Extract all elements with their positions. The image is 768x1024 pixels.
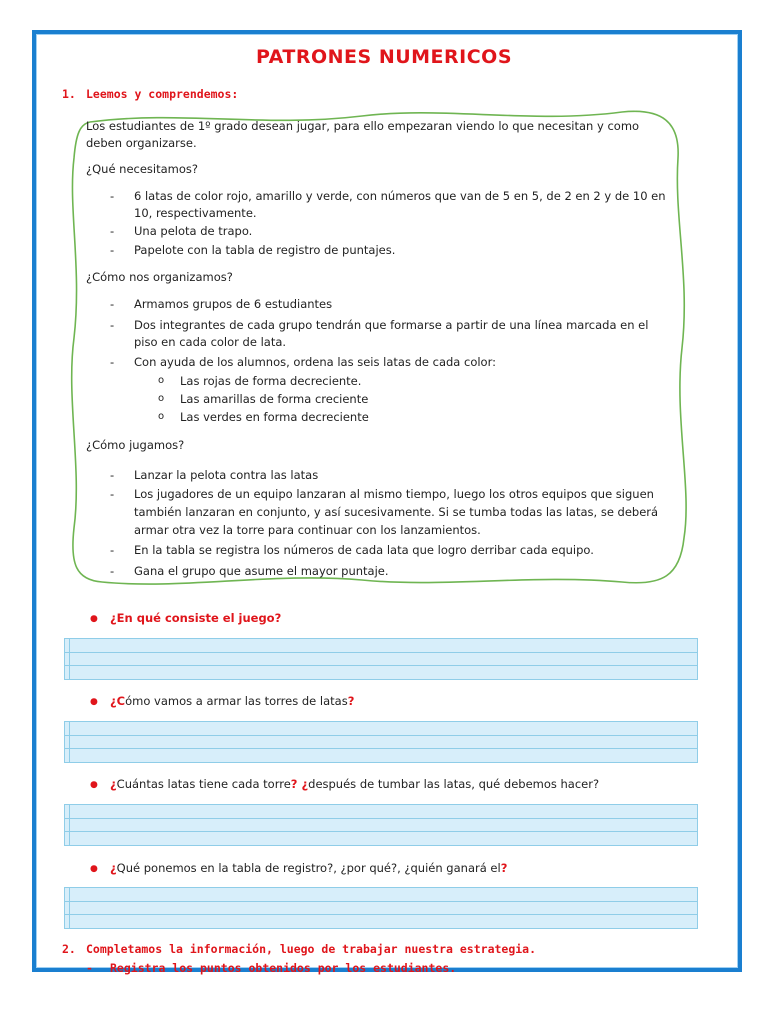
dash-bullet: - bbox=[110, 189, 115, 203]
page-title: PATRONES NUMERICOS bbox=[255, 46, 513, 68]
order-item-2: Las amarillas de forma creciente bbox=[180, 392, 369, 406]
section-2-title: Completamos la información, luego de trabajar nuestra estrategia. bbox=[86, 942, 537, 956]
section-2-subitem-text: Registra los puntos obtenidos por los estudiantes. bbox=[110, 961, 457, 975]
question-2-mark-close: ? bbox=[347, 694, 355, 708]
section-2-subitem bbox=[86, 961, 456, 975]
dash-bullet: - bbox=[110, 543, 115, 557]
play-item-1: Lanzar la pelota contra las latas bbox=[134, 468, 319, 482]
question-3-marks: ? ¿ bbox=[290, 777, 309, 791]
circle-bullet: o bbox=[158, 411, 165, 422]
question-4 bbox=[90, 861, 507, 875]
section-1-title: Leemos y comprendemos: bbox=[86, 87, 239, 101]
play-item-2-line-1: Los jugadores de un equipo lanzaran al mismo tiempo, luego los otros equipos que siguen bbox=[134, 487, 654, 501]
question-3 bbox=[90, 777, 599, 791]
organize-item-3: Con ayuda de los alumnos, ordena las seis latas de cada color: bbox=[134, 355, 496, 369]
section-1-number: 1. bbox=[62, 87, 76, 101]
dash-bullet: - bbox=[110, 318, 115, 332]
play-item-4: Gana el grupo que asume el mayor puntaje. bbox=[134, 564, 389, 578]
answer-lines-3[interactable] bbox=[64, 804, 698, 846]
order-item-3: Las verdes en forma decreciente bbox=[180, 410, 369, 424]
question-2-text: ómo vamos a armar las torres de latas bbox=[125, 694, 348, 708]
play-item-3: En la tabla se registra los números de cada lata que logro derribar cada equipo. bbox=[134, 543, 594, 557]
question-4-mark-open: ¿ bbox=[110, 861, 117, 875]
question-2-cap: C bbox=[116, 694, 126, 708]
organize-item-2-line-1: Dos integrantes de cada grupo tendrán que formarse a partir de una línea marcada en el bbox=[134, 318, 649, 332]
section-2-heading bbox=[62, 942, 536, 956]
question-3-mark-open: ¿ bbox=[110, 777, 117, 791]
dash-bullet: - bbox=[110, 224, 115, 238]
section-2-number: 2. bbox=[62, 942, 76, 956]
needs-item-1-line-1: 6 latas de color rojo, amarillo y verde, con números que van de 5 en 5, de 2 en 2 y de 10 en bbox=[134, 189, 666, 203]
red-bullet: ● bbox=[90, 697, 98, 707]
question-2 bbox=[90, 694, 354, 708]
dash-bullet: - bbox=[110, 468, 115, 482]
question-4-text: Qué ponemos en la tabla de registro?, ¿por qué?, ¿quién ganará el bbox=[116, 861, 501, 875]
question-1 bbox=[90, 611, 281, 625]
organize-heading: ¿Cómo nos organizamos? bbox=[86, 270, 233, 284]
red-bullet: ● bbox=[90, 864, 98, 874]
circle-bullet: o bbox=[158, 393, 165, 404]
play-heading: ¿Cómo jugamos? bbox=[86, 438, 185, 452]
needs-item-3: Papelote con la tabla de registro de puntajes. bbox=[134, 243, 396, 257]
question-1-text: ¿En qué consiste el juego? bbox=[110, 611, 282, 625]
play-item-2-line-2: también lanzaran en conjunto, y así sucesivamente. Si se tumba todas las latas, se deberá bbox=[134, 505, 659, 519]
answer-lines-4[interactable] bbox=[64, 887, 698, 929]
circle-bullet: o bbox=[158, 375, 165, 386]
needs-item-2: Una pelota de trapo. bbox=[134, 224, 253, 238]
order-item-1: Las rojas de forma decreciente. bbox=[180, 374, 362, 388]
intro-line-1: Los estudiantes de 1º grado desean jugar, para ello empezaran viendo lo que necesitan y como bbox=[86, 119, 640, 133]
red-bullet: ● bbox=[90, 614, 98, 624]
organize-item-2-line-2: piso en cada color de lata. bbox=[134, 335, 287, 349]
answer-lines-1[interactable] bbox=[64, 638, 698, 680]
play-item-2-line-3: armar otra vez la torre para continuar con los lanzamientos. bbox=[134, 523, 481, 537]
question-3-text-a: Cuántas latas tiene cada torre bbox=[116, 777, 291, 791]
needs-heading: ¿Qué necesitamos? bbox=[86, 162, 199, 176]
dash-bullet: - bbox=[110, 564, 115, 578]
dash-bullet: - bbox=[110, 487, 115, 501]
needs-item-1-line-2: 10, respectivamente. bbox=[134, 206, 257, 220]
dash-bullet: - bbox=[110, 243, 115, 257]
question-4-mark-close: ? bbox=[500, 861, 508, 875]
question-2-mark-open: ¿ bbox=[110, 694, 117, 708]
dash-bullet: - bbox=[110, 355, 115, 369]
answer-lines-2[interactable] bbox=[64, 721, 698, 763]
dash-bullet: - bbox=[110, 297, 115, 311]
red-bullet: ● bbox=[90, 780, 98, 790]
question-3-text-b: después de tumbar las latas, qué debemos hacer? bbox=[308, 777, 600, 791]
organize-item-1: Armamos grupos de 6 estudiantes bbox=[134, 297, 333, 311]
intro-line-2: deben organizarse. bbox=[86, 136, 197, 150]
dash-bullet: - bbox=[86, 961, 93, 975]
